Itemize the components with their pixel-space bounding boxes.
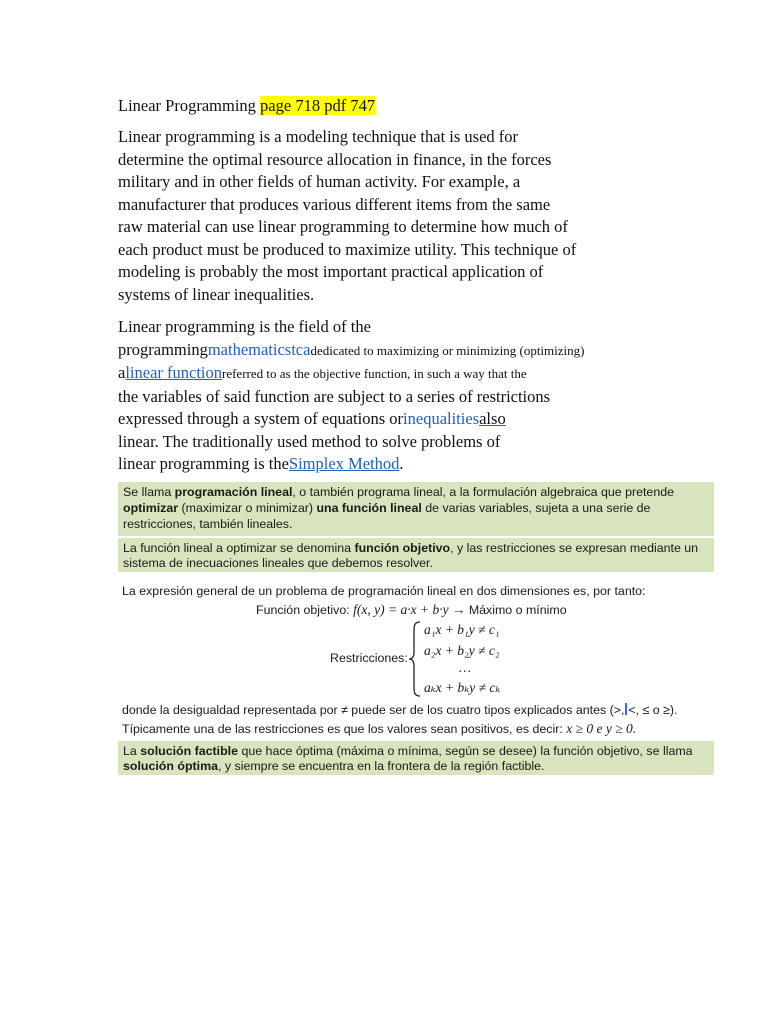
bold-term: una función lineal (316, 501, 422, 515)
text-run: dedicated to maximizing or minimizing (optimizing) (310, 342, 585, 358)
text-run: expressed through a system of equations or (118, 409, 404, 428)
bold-term: programación lineal (174, 485, 293, 499)
page-reference-highlight: page 718 pdf 747 (260, 96, 376, 115)
paragraph-line (118, 362, 718, 386)
bold-term: optimizar (123, 501, 179, 515)
text-run: Típicamente una de las restricciones es que los valores sean positivos, es decir: (122, 722, 567, 736)
paragraph-line (118, 408, 718, 431)
paragraph-line: systems of linear inequalities. (118, 284, 315, 304)
inequality-note (122, 703, 678, 717)
bold-term: solución óptima (123, 759, 218, 773)
text-run: de varias variables, sujeta a una serie de (421, 501, 651, 515)
box-line (123, 541, 698, 555)
document-title (118, 95, 375, 118)
paragraph-line: Linear programming is the field of the (118, 317, 371, 336)
text-run: , o también programa lineal, a la formulación algebraica que pretende (292, 485, 674, 499)
paragraph-line: determine the optimal resource allocation in finance, in the forces (118, 149, 552, 169)
text-run: . (399, 454, 404, 473)
text-run: donde la desigualdad representada por ≠ puede ser de los cuatro tipos explicados antes (>, (122, 703, 625, 717)
text-run: referred to as the objective function, in such a way that the (222, 366, 527, 381)
inequalities-link[interactable]: inequalities (403, 409, 480, 428)
restriction-equation: aₖx + bₖy ≠ cₖ (424, 680, 501, 695)
text-run: a (118, 363, 126, 382)
bold-term: función objetivo (354, 541, 451, 555)
restriction-equation: a₂x + b₂y ≠ c₂ (424, 643, 500, 658)
restriction-equation: a₁x + b₁y ≠ c₁ (424, 622, 500, 637)
text-run: <, ≤ o ≥). (628, 703, 678, 717)
formula-math: f(x, y) = a·x + b·y → (353, 602, 469, 617)
linear-function-link[interactable]: linear function (125, 363, 222, 382)
paragraph-line: the variables of said function are subject to a series of restrictions (118, 386, 551, 406)
expression-intro: La expresión general de un problema de programación lineal en dos dimensiones es, por tanto: (122, 584, 646, 598)
box-line: restricciones, también lineales. (123, 517, 293, 531)
text-run: (maximizar o minimizar) (178, 501, 317, 515)
objective-function-box (118, 538, 714, 572)
paragraph-line (118, 339, 718, 363)
paragraph-line: manufacturer that produces various different items from the same (118, 194, 551, 214)
text-run: La (123, 744, 141, 758)
text-run: , y siempre se encuentra en la frontera de la región factible. (218, 759, 545, 773)
box-line (123, 759, 544, 773)
definition-box (118, 482, 714, 536)
left-brace-icon (408, 620, 422, 698)
mathematics-link[interactable]: mathematicstca (207, 339, 311, 359)
bold-term: solución factible (140, 744, 238, 758)
definition-paragraph (118, 316, 718, 476)
text-run: programming (118, 339, 208, 359)
paragraph-line (118, 453, 718, 476)
text-run: linear programming is the (118, 454, 289, 473)
paragraph-line: each product must be produced to maximize utility. This technique of (118, 239, 577, 259)
paragraph-line: raw material can use linear programming to determine how much of (118, 217, 568, 236)
text-run: La función lineal a optimizar se denomina (123, 541, 355, 555)
text-run: que hace óptima (máxima o mínima, según se desee) la función objetivo, se llama (238, 744, 693, 758)
text-run: , y las restricciones se expresan mediante un (450, 541, 699, 555)
simplex-method-link[interactable]: Simplex Method (288, 454, 400, 473)
positivity-note (122, 721, 636, 737)
restrictions-label: Restricciones: (330, 651, 408, 665)
box-line (123, 501, 650, 515)
box-line: sistema de inecuaciones lineales que debemos resolver. (123, 556, 433, 570)
formula-tail: Máximo o mínimo (468, 603, 567, 617)
paragraph-line: modeling is probably the most important practical application of (118, 262, 544, 281)
formula-label: Función objetivo: (256, 603, 354, 617)
box-line (123, 485, 674, 499)
text-run: Se llama (123, 485, 175, 499)
feasible-solution-box (118, 741, 714, 775)
paragraph-line: military and in other fields of human activity. For example, a (118, 172, 521, 191)
paragraph-line: Linear programming is a modeling technique that is used for (118, 127, 519, 146)
objective-function-formula (256, 602, 567, 618)
formula-math: x ≥ 0 e y ≥ 0. (566, 721, 637, 736)
box-line (123, 744, 693, 758)
intro-paragraph (118, 126, 638, 306)
restriction-ellipsis: … (458, 660, 472, 675)
text-run: also (479, 409, 506, 428)
paragraph-line: linear. The traditionally used method to solve problems of (118, 431, 501, 451)
title-text: Linear Programming (118, 96, 261, 115)
